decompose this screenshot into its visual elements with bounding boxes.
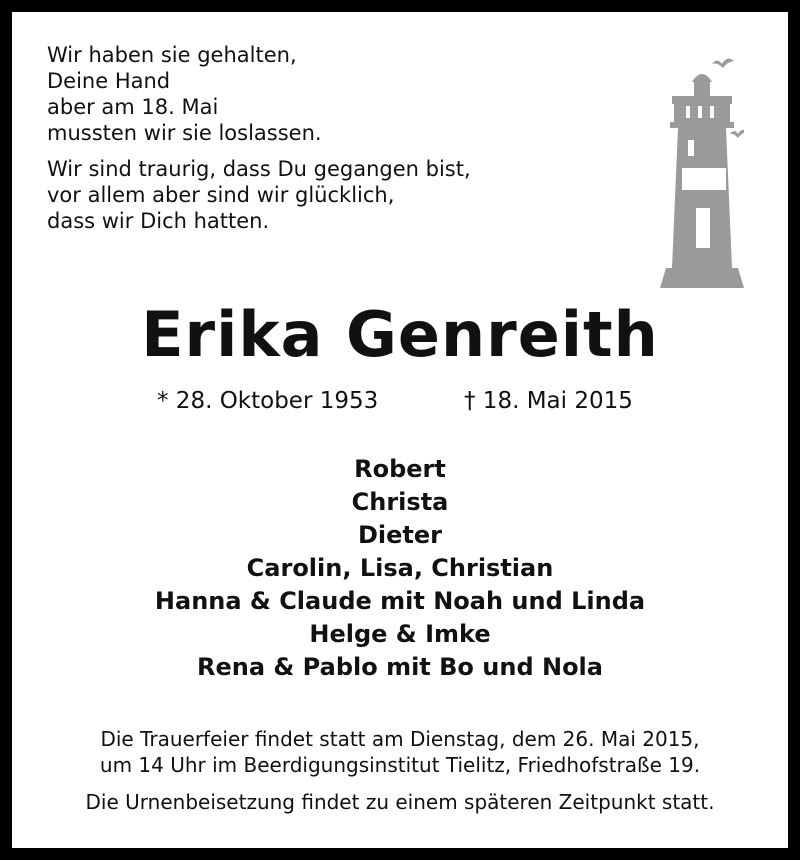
family-member: Dieter (357, 521, 442, 549)
death-date: † 18. Mai 2015 (464, 388, 633, 414)
poem-line: Deine Hand (47, 69, 171, 93)
family-member: Helge & Imke (309, 620, 491, 648)
poem-line: Wir haben sie gehalten, (47, 43, 297, 67)
ceremony-line: um 14 Uhr im Beerdigungsinstitut Tielitz, Friedhofstraße 19. (99, 753, 701, 777)
family-member: Christa (351, 488, 449, 516)
family-member: Rena & Pablo mit Bo und Nola (197, 653, 603, 681)
ceremony-info (12, 726, 788, 815)
family-member: Robert (354, 455, 446, 483)
poem-stanza-1 (47, 42, 471, 146)
deceased-name: Erika Genreith (141, 298, 659, 371)
family-member: Carolin, Lisa, Christian (246, 554, 554, 582)
urn-burial-line: Die Urnenbeisetzung findet zu einem späteren Zeitpunkt statt. (85, 790, 715, 814)
poem (47, 42, 471, 244)
poem-line: Wir sind traurig, dass Du gegangen bist, (47, 157, 471, 181)
family-list (12, 453, 788, 684)
birth-date: * 28. Oktober 1953 (157, 388, 379, 414)
poem-stanza-2 (47, 156, 471, 234)
poem-line: vor allem aber sind wir glücklich, (47, 183, 395, 207)
ceremony-line: Die Trauerfeier findet statt am Dienstag, dem 26. Mai 2015, (100, 727, 700, 751)
poem-line: mussten wir sie loslassen. (47, 121, 322, 145)
lighthouse-icon (652, 48, 744, 288)
poem-line: dass wir Dich hatten. (47, 209, 270, 233)
family-member: Hanna & Claude mit Noah und Linda (154, 587, 646, 615)
poem-line: aber am 18. Mai (47, 95, 219, 119)
obituary-notice (12, 12, 788, 848)
